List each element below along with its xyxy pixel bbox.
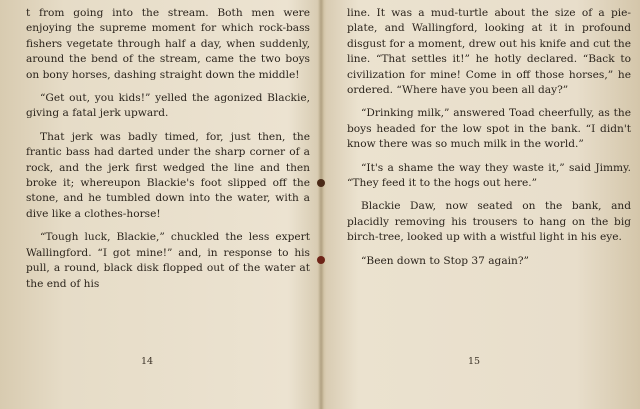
paragraph: “It's a shame the way they waste it,” said Jimmy. “They feed it to the hogs out here.” — [347, 161, 631, 190]
book-gutter — [318, 0, 324, 409]
paragraph: “Drinking milk,” answered Toad cheerfully, as the boys headed for the low spot in the bank. “I didn't know there was so much milk in the world.” — [347, 107, 631, 151]
binding-stitch — [317, 256, 325, 264]
right-page — [347, 6, 631, 402]
paragraph: Blackie Daw, now seated on the bank, and placidly removing his trousers to hang on the big birch-tree, looked up with a wistful light in his eye. — [347, 200, 631, 244]
paragraph: t from going into the stream. Both men were enjoying the supreme moment for which rock-bass fishers vegetate through half a day, when suddenly, around the bend of the stream, came the two boys on bony horses, dashing straight down the middle! — [26, 7, 310, 81]
paragraph: “Get out, you kids!” yelled the agonized Blackie, giving a fatal jerk upward. — [26, 92, 310, 120]
paragraph: “Tough luck, Blackie,” chuckled the less expert Wallingford. “I got mine!” and, in response to his pull, a round, black disk flopped out of the water at the end of his — [26, 231, 310, 290]
left-page — [26, 6, 310, 402]
paragraph: line. It was a mud-turtle about the size of a pie-plate, and Wallingford, looking at it in profound disgust for a moment, drew out his knife and cut the line. “That settles it!” he hotly declared. “Back to civilization for mine! Come in off those horses,” he ordered. “Where have you been all day?” — [347, 7, 631, 97]
binding-stitch — [317, 179, 325, 187]
paragraph: That jerk was badly timed, for, just then, the frantic bass had darted under the sharp corner of a rock, and the jerk first wedged the line and then broke it; whereupon Blackie's foot slipped off the stone, and he tumbled down into the water, with a dive like a clothes-horse! — [26, 130, 310, 220]
page-number: 15 — [467, 356, 481, 367]
paragraph: “Been down to Stop 37 again?” — [361, 254, 529, 267]
page-number: 14 — [140, 356, 154, 367]
